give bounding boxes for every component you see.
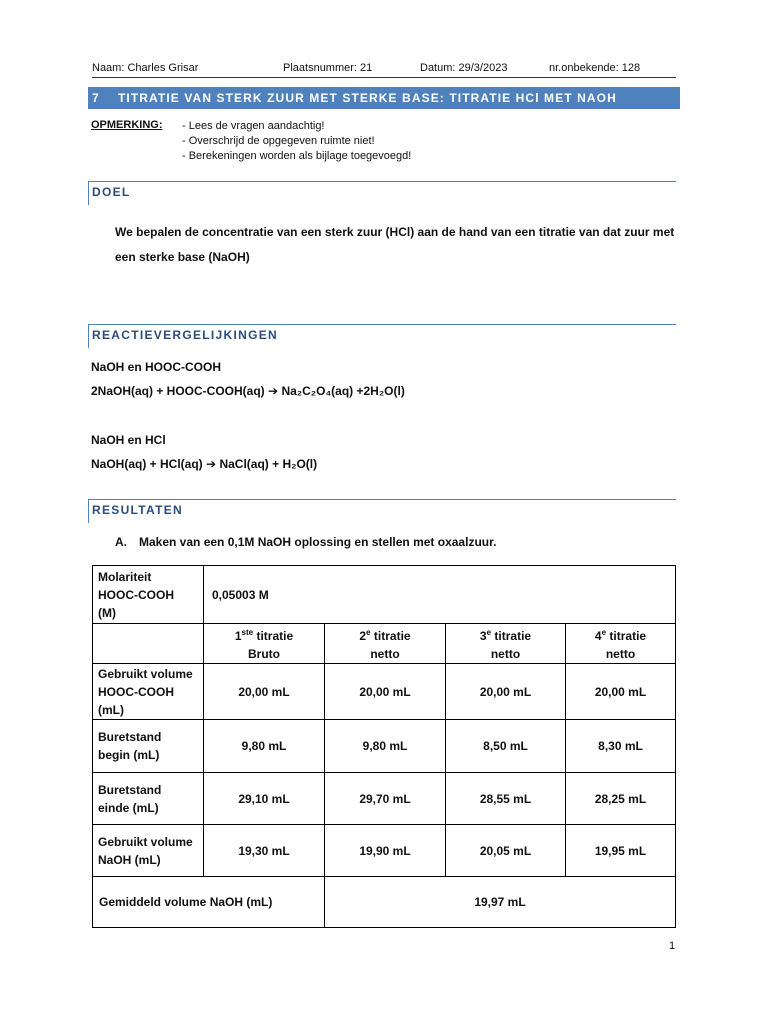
page-header — [92, 62, 676, 78]
result-a-text: Maken van een 0,1M NaOH oplossing en stellen met oxaalzuur. — [139, 535, 497, 549]
table-cell-label: Buretstand einde (mL) — [93, 773, 204, 825]
table-cell: 29,10 mL — [204, 773, 325, 825]
opmerking-label: OPMERKING: — [91, 119, 163, 131]
table-cell-label — [93, 566, 204, 624]
label-line: Molariteit — [98, 569, 152, 584]
table-cell: 9,80 mL — [325, 720, 446, 773]
opmerking-item: - Overschrijd de opgegeven ruimte niet! — [182, 135, 375, 147]
column-header: 4e titratie netto — [566, 624, 676, 664]
table-cell: 20,00 mL — [204, 664, 325, 720]
reaction-equation-2 — [91, 457, 317, 471]
table-cell: 19,90 mL — [325, 825, 446, 877]
table-row — [93, 664, 676, 720]
table-row — [93, 773, 676, 825]
table-cell: 19,30 mL — [204, 825, 325, 877]
column-header: 1ste titratie Bruto — [204, 624, 325, 664]
chapter-title: TITRATIE VAN STERK ZUUR MET STERKE BASE: TITRATIE HCl MET NAOH — [118, 91, 617, 105]
table-cell: 28,55 mL — [446, 773, 566, 825]
reaction-title-2: NaOH en HCl — [91, 433, 166, 447]
column-header: 3e titratie netto — [446, 624, 566, 664]
table-cell: 20,00 mL — [566, 664, 676, 720]
molariteit-value: 0,05003 M — [204, 566, 676, 624]
equation-left: 2NaOH(aq) + HOOC-COOH(aq) — [91, 384, 265, 398]
arrow-icon: ➔ — [268, 384, 279, 398]
table-cell: 20,00 mL — [325, 664, 446, 720]
table-cell-empty — [93, 624, 204, 664]
header-naam: Naam: Charles Grisar — [92, 62, 199, 74]
table-row — [93, 720, 676, 773]
table-cell: 19,95 mL — [566, 825, 676, 877]
chapter-number: 7 — [92, 91, 100, 105]
result-a-heading — [115, 535, 496, 549]
average-label: Gemiddeld volume NaOH (mL) — [93, 877, 325, 928]
header-onbekende: nr.onbekende: 128 — [549, 62, 641, 74]
equation-right: Na₂C₂O₄(aq) +2H₂O(l) — [281, 384, 405, 398]
section-heading-reactie: REACTIEVERGELIJKINGEN — [88, 324, 676, 348]
reaction-equation-1 — [91, 384, 405, 398]
table-cell: 28,25 mL — [566, 773, 676, 825]
header-datum: Datum: 29/3/2023 — [420, 62, 508, 74]
list-letter: A. — [115, 535, 127, 549]
label-line: HOOC-COOH — [98, 587, 174, 602]
table-cell: 29,70 mL — [325, 773, 446, 825]
section-heading-resultaten: RESULTATEN — [88, 499, 676, 523]
chapter-title-bar — [88, 87, 680, 109]
table-cell: 9,80 mL — [204, 720, 325, 773]
table-cell: 8,30 mL — [566, 720, 676, 773]
table-cell-label: Buretstand begin (mL) — [93, 720, 204, 773]
equation-left: NaOH(aq) + HCl(aq) — [91, 457, 203, 471]
opmerking-item: - Berekeningen worden als bijlage toegevoegd! — [182, 150, 412, 162]
opmerking-item: - Lees de vragen aandachtig! — [182, 120, 325, 132]
table-header-row — [93, 624, 676, 664]
section-heading-doel: DOEL — [88, 181, 676, 205]
doel-text: We bepalen de concentratie van een sterk zuur (HCl) aan de hand van een titratie van dat zuur met een sterke base (NaOH) — [115, 225, 675, 264]
arrow-icon: ➔ — [206, 457, 217, 471]
table-row-average — [93, 877, 676, 928]
table-cell: 8,50 mL — [446, 720, 566, 773]
table-cell: 20,00 mL — [446, 664, 566, 720]
reaction-title-1: NaOH en HOOC-COOH — [91, 360, 222, 374]
equation-right: NaCl(aq) + H₂O(l) — [219, 457, 318, 471]
header-plaatsnummer: Plaatsnummer: 21 — [283, 62, 373, 74]
table-cell-label: Gebruikt volume HOOC-COOH (mL) — [93, 664, 204, 720]
average-value: 19,97 mL — [325, 877, 676, 928]
label-line: (M) — [98, 605, 116, 620]
table-cell-label: Gebruikt volume NaOH (mL) — [93, 825, 204, 877]
table-row — [93, 825, 676, 877]
table-cell: 20,05 mL — [446, 825, 566, 877]
column-header: 2e titratie netto — [325, 624, 446, 664]
page-number: 1 — [669, 940, 676, 952]
titration-table — [92, 565, 676, 928]
table-row — [93, 566, 676, 624]
